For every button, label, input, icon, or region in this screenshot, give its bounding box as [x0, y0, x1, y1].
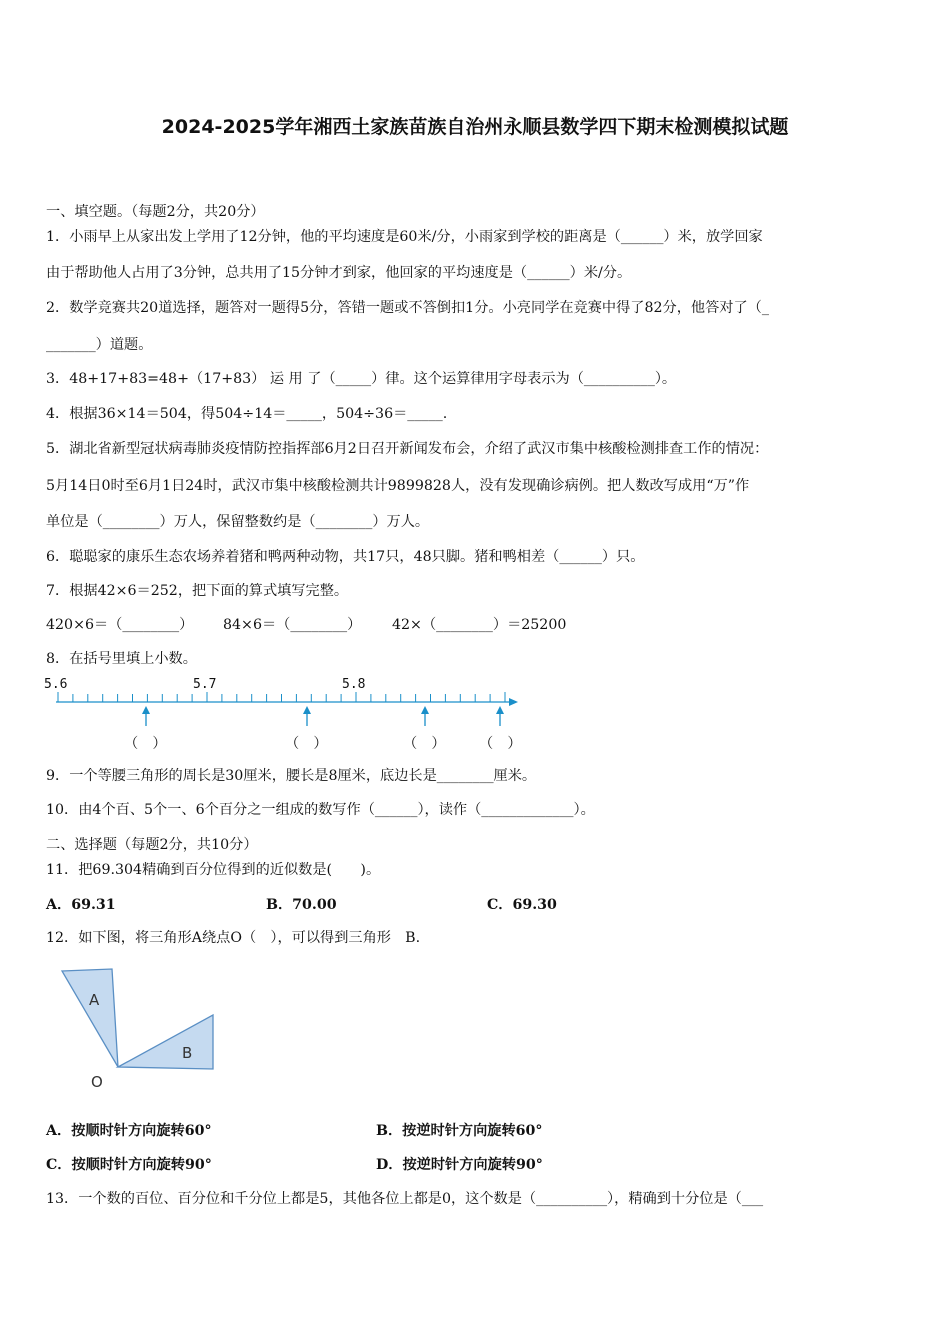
- question-13: 13．一个数的百位、百分位和千分位上都是5，其他各位上都是0，这个数是（__________），精确到十分位是（___: [46, 1191, 764, 1207]
- question-7-expr-c: 42×（________）＝25200: [392, 617, 567, 633]
- question-2-line-2: _______）道题。: [46, 337, 153, 353]
- question-7-line-1: 7．根据42×6＝252，把下面的算式填写完整。: [46, 583, 349, 599]
- question-5-line-1: 5．湖北省新型冠状病毒肺炎疫情防控指挥部6月2日召开新闻发布会，介绍了武汉市集中核酸检测排查工作的情况：: [46, 441, 769, 457]
- question-5-line-3: 单位是（________）万人，保留整数约是（________）万人。: [46, 514, 430, 530]
- point-o-label: O: [91, 1073, 103, 1091]
- question-2-line-1: 2．数学竞赛共20道选择，题答对一题得5分，答错一题或不答倒扣1分。小亮同学在竞赛中得了82分，他答对了（_: [46, 300, 769, 316]
- question-11-option-c: C．69.30: [487, 897, 557, 913]
- number-line-pointer-arrow: [496, 706, 504, 726]
- question-5-line-2: 5月14日0时至6月1日24时，武汉市集中核酸检测共计9899828人，没有发现确诊病例。把人数改写成用“万”作: [46, 478, 750, 494]
- question-11-option-a: A．69.31: [46, 897, 116, 913]
- number-line-blank-1: （ ）: [124, 736, 167, 752]
- page-title: 2024-2025学年湘西土家族苗族自治州永顺县数学四下期末检测模拟试题: [161, 116, 789, 138]
- question-6: 6．聪聪家的康乐生态农场养着猪和鸭两种动物，共17只，48只脚。猪和鸭相差（______）只。: [46, 549, 645, 565]
- number-line-blank-2: （ ）: [285, 736, 328, 752]
- question-12-option-b: B．按逆时针方向旋转60°: [376, 1123, 543, 1139]
- triangle-a-label: A: [89, 991, 100, 1009]
- number-line-pointer-arrow: [303, 706, 311, 726]
- number-line-pointer-arrow: [421, 706, 429, 726]
- triangle-b: [118, 1015, 213, 1069]
- rotation-figure: [55, 965, 230, 1095]
- question-12-option-d: D．按逆时针方向旋转90°: [376, 1157, 543, 1173]
- number-line-pointer-arrow: [142, 706, 150, 726]
- question-3: 3．48+17+83=48+（17+83） 运 用 了（_____）律。这个运算律用字母表示为（__________）。: [46, 371, 677, 387]
- number-line-label-5-7: 5.7: [193, 677, 217, 692]
- section-2-heading: 二、选择题（每题2分，共10分）: [46, 837, 258, 853]
- question-10: 10．由4个百、5个一、6个百分之一组成的数写作（______），读作（_____________）。: [46, 802, 595, 818]
- question-4: 4．根据36×14＝504，得504÷14＝_____，504÷36＝_____.: [46, 406, 448, 422]
- number-line-label-5-8: 5.8: [342, 677, 366, 692]
- section-1-heading: 一、填空题。（每题2分，共20分）: [46, 204, 265, 220]
- question-8-line-1: 8．在括号里填上小数。: [46, 651, 197, 667]
- number-line-pointers: [142, 706, 504, 726]
- number-line-blank-4: （ ）: [479, 736, 522, 752]
- question-12-option-c: C．按顺时针方向旋转90°: [46, 1157, 212, 1173]
- number-line-blank-3: （ ）: [403, 736, 446, 752]
- question-12-option-a: A．按顺时针方向旋转60°: [46, 1123, 212, 1139]
- question-1-line-1: 1．小雨早上从家出发上学用了12分钟，他的平均速度是60米/分，小雨家到学校的距离是（______）米，放学回家: [46, 229, 763, 245]
- question-7-expr-b: 84×6＝（________）: [223, 617, 362, 633]
- number-line-label-5-6: 5.6: [44, 677, 68, 692]
- number-line-ticks: [58, 692, 505, 702]
- question-11-option-b: B．70.00: [266, 897, 337, 913]
- number-line: [50, 690, 530, 730]
- question-9: 9．一个等腰三角形的周长是30厘米，腰长是8厘米，底边长是________厘米。: [46, 768, 537, 784]
- triangle-a: [62, 969, 118, 1067]
- number-line-arrowhead: [509, 698, 518, 706]
- question-1-line-2: 由于帮助他人占用了3分钟，总共用了15分钟才到家，他回家的平均速度是（______）米/分。: [46, 265, 632, 281]
- question-7-expr-a: 420×6＝（________）: [46, 617, 194, 633]
- question-12-stem: 12．如下图，将三角形A绕点O（ ），可以得到三角形 B.: [46, 930, 421, 946]
- triangle-b-label: B: [182, 1044, 193, 1062]
- question-11-stem: 11．把69.304精确到百分位得到的近似数是( )。: [46, 862, 381, 878]
